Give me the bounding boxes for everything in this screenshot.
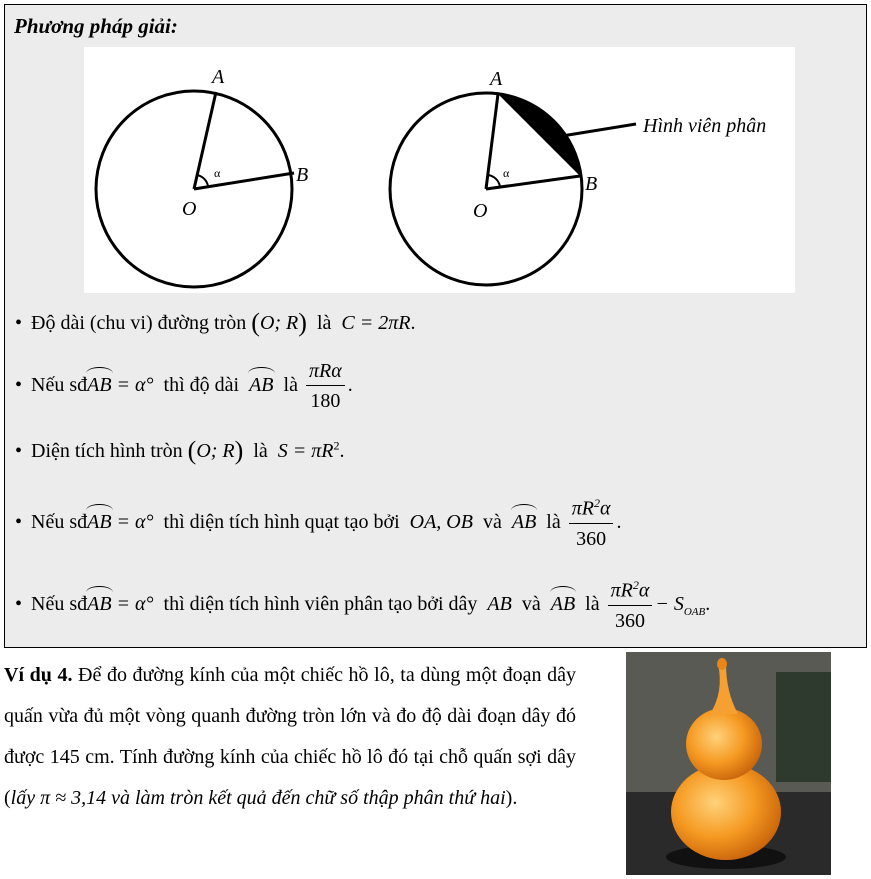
rule-text: Nếu sđ	[31, 374, 88, 397]
callout-label: Hình viên phân	[643, 115, 767, 137]
arc-ab: AB	[87, 374, 112, 397]
example-value: 145 cm	[49, 746, 110, 768]
right-label-a: A	[490, 68, 503, 90]
right-radius-oa	[486, 94, 498, 189]
rule-text: Nếu sđ	[31, 510, 88, 533]
bullet: •	[15, 592, 23, 615]
rule-text: thì diện tích hình quạt tạo bởi	[163, 510, 400, 533]
right-angle-arc	[488, 175, 500, 187]
gourd-image	[626, 652, 831, 875]
bullet: •	[15, 374, 23, 397]
rule-text: thì diện tích hình viên phân tạo bởi dây	[163, 592, 478, 615]
arc-ab: AB	[87, 592, 112, 615]
left-label-a: A	[212, 66, 225, 88]
right-label-alpha: α	[503, 166, 510, 180]
left-label-o: O	[182, 198, 197, 220]
right-radius-ob	[486, 176, 580, 189]
example-text: Để đo đường kính của một chiếc hồ lô, ta dùng một đoạn dây quấn vừa đủ một vòng quanh đường tròn lớn và đo độ dài đoạn dây đó được	[4, 664, 576, 768]
rule-circle-area: • Diện tích hình tròn (O; R) là $S = \pi R^2$.	[15, 436, 345, 465]
left-angle-arc	[197, 175, 208, 186]
bullet: •	[15, 440, 23, 462]
formula: AB	[487, 592, 512, 615]
gourd-photo	[626, 652, 831, 875]
rule-text: là	[253, 440, 268, 462]
arc-ab: AB	[550, 592, 576, 615]
fraction: $\frac{\text{πRα}}{180}$	[306, 360, 345, 413]
rule-arc-length: • Nếu sđAB = α° thì độ dài AB là $\frac{\text{πRα}}{180}$ .	[15, 360, 353, 412]
circle-name: O; R	[196, 440, 235, 462]
arc-ab: AB	[511, 510, 537, 533]
bullet: •	[15, 312, 23, 334]
example-label: Ví dụ 4.	[4, 664, 73, 686]
left-label-alpha: α	[214, 166, 221, 180]
circle-figure	[84, 47, 795, 293]
circle-diagrams	[84, 47, 795, 293]
circle-name: O; R	[259, 312, 299, 334]
formula: = α°	[116, 510, 154, 533]
formula: = α°	[116, 374, 154, 397]
right-label-b: B	[585, 173, 598, 195]
callout-line	[562, 124, 636, 136]
example-text: . Tính đường kính của chiếc hồ lô đó tại chỗ quấn sợi dây (	[4, 746, 576, 809]
rule-text: Nếu sđ	[31, 592, 88, 615]
fraction: $\frac{\pi R^2\alpha}{360}$	[608, 578, 653, 633]
left-label-b: B	[296, 164, 309, 186]
left-radius-ob	[194, 173, 294, 189]
formula: = α°	[116, 592, 154, 615]
example-4: Ví dụ 4. Để đo đường kính của một chiếc hồ lô, ta dùng một đoạn dây quấn vừa đủ một vòng quanh đường tròn lớn và đo độ dài đoạn dây đó được 145 cm. Tính đường kính của chiếc hồ lô đó tại chỗ quấn sợi dây (lấy π ≈ 3,14 và làm tròn kết quả đến chữ số thập phân thứ hai).	[4, 664, 576, 809]
formula: C = 2πR	[341, 312, 411, 334]
method-box	[4, 4, 867, 648]
formula: OA, OB	[409, 510, 473, 533]
bullet: •	[15, 510, 23, 533]
rule-text: Độ dài (chu vi) đường tròn	[31, 312, 247, 334]
rule-segment-area: • Nếu sđAB = α° thì diện tích hình viên phân tạo bởi dây AB và AB là $\frac{\pi R^2\alpha}{360}$ − $S_{OAB}$.	[15, 578, 711, 632]
right-label-o: O	[473, 200, 488, 222]
rule-text: Diện tích hình tròn	[31, 440, 183, 462]
arc-ab: AB	[249, 374, 274, 397]
arc-ab: AB	[87, 510, 112, 533]
fraction: $\frac{\pi R^2\alpha}{360}$	[569, 496, 614, 551]
formula: S = πR	[277, 440, 334, 462]
rule-text: thì độ dài	[163, 374, 240, 397]
method-title: Phương pháp giải:	[14, 14, 178, 38]
rule-circumference: • Độ dài (chu vi) đường tròn (O; R) là C = 2πR.	[15, 308, 416, 337]
rule-text: là	[316, 312, 332, 334]
pi-approx: π ≈ 3,14	[40, 787, 107, 809]
rule-sector-area: • Nếu sđAB = α° thì diện tích hình quạt tạo bởi OA, OB và AB là $\frac{\pi R^2\alpha}{360}$ .	[15, 496, 622, 550]
